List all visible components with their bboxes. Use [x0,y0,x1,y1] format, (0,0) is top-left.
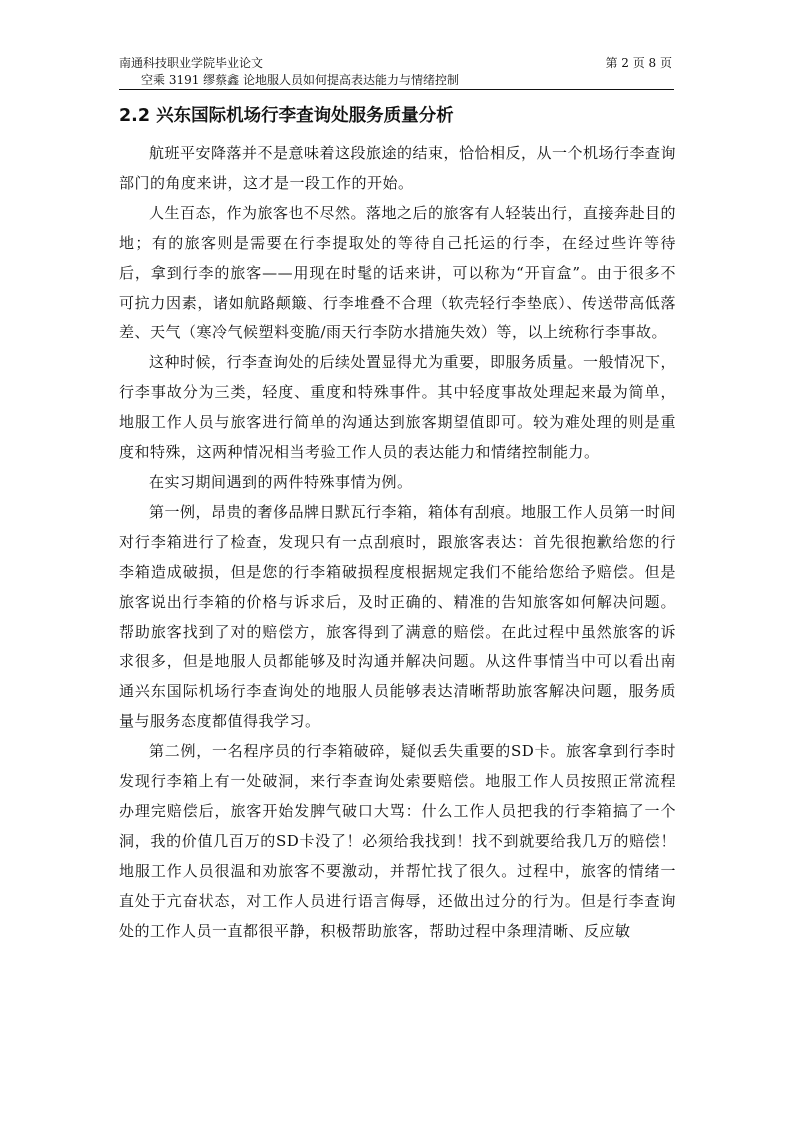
paragraph: 航班平安降落并不是意味着这段旅途的结束，恰恰相反，从一个机场行李查询部门的角度来讲，这才是一段工作的开始。 [119,144,677,192]
header-divider [119,89,674,90]
page-header [119,55,674,89]
paragraph: 这种时候，行李查询处的后续处置显得尤为重要，即服务质量。一般情况下，行李事故分为三类，轻度、重度和特殊事件。其中轻度事故处理起来最为简单，地服工作人员与旅客进行简单的沟通达到旅客期望值即可。较为难处理的则是重度和特殊，这两种情况相当考验工作人员的表达能力和情绪控制能力。 [119,353,677,462]
header-author-line: 空乘 3191 缪蔡鑫 论地服人员如何提高表达能力与情绪控制 [141,73,459,87]
header-page-number: 第 2 页 8 页 [605,56,672,70]
paragraph: 人生百态，作为旅客也不尽然。落地之后的旅客有人轻装出行，直接奔赴目的地；有的旅客则是需要在行李提取处的等待自己托运的行李，在经过些许等待后，拿到行李的旅客——用现在时髦的话来讲，可以称为“开盲盒”。由于很多不可抗力因素，诸如航路颠簸、行李堆叠不合理（软壳轻行李垫底）、传送带高低落差、天气（寒冷气候塑料变脆/雨天行李防水措施失效）等，以上统称行李事故。 [119,203,677,342]
paragraph: 第一例，昂贵的奢侈品牌日默瓦行李箱，箱体有刮痕。地服工作人员第一时间对行李箱进行了检查，发现只有一点刮痕时，跟旅客表达：首先很抱歉给您的行李箱造成破损，但是您的行李箱破损程度根据规定我们不能给您给予赔偿。但是旅客说出行李箱的价格与诉求后，及时正确的、精准的告知旅客如何解决问题。帮助旅客找到了对的赔偿方，旅客得到了满意的赔偿。在此过程中虽然旅客的诉求很多，但是地服人员都能够及时沟通并解决问题。从这件事情当中可以看出南通兴东国际机场行李查询处的地服人员能够表达清晰帮助旅客解决问题，服务质量与服务态度都值得我学习。 [119,502,677,731]
paragraph: 在实习期间遇到的两件特殊事情为例。 [149,472,413,491]
header-school: 南通科技职业学院毕业论文 [119,56,264,70]
header-info [119,55,459,89]
body-text [119,139,676,946]
paragraph: 第二例，一名程序员的行李箱破碎，疑似丢失重要的SD卡。旅客拿到行李时发现行李箱上有一处破洞，来行李查询处索要赔偿。地服工作人员按照正常流程办理完赔偿后，旅客开始发脾气破口大骂：什么工作人员把我的行李箱搞了一个洞，我的价值几百万的SD卡没了！必须给我找到！找不到就要给我几万的赔偿！地服工作人员很温和劝旅客不要激动，并帮忙找了很久。过程中，旅客的情绪一直处于亢奋状态，对工作人员进行语言侮辱，还做出过分的行为。但是行李查询处的工作人员一直都很平静，积极帮助旅客，帮助过程中条理清晰、反应敏 [119,742,676,940]
section-title: 2.2 兴东国际机场行李查询处服务质量分析 [119,106,454,126]
